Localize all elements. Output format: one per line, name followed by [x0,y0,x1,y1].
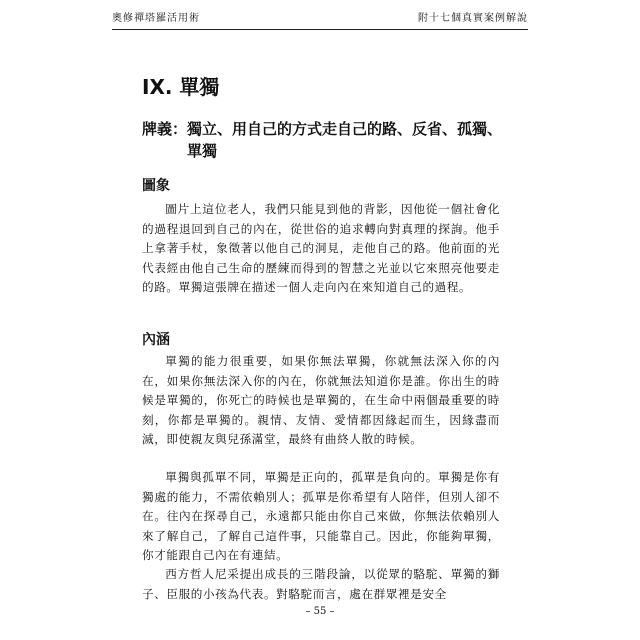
header-section-title: 附十七個真實案例解說 [418,13,528,24]
card-meaning-label: 牌義： [142,120,188,138]
section-heading-image: 圖象 [142,178,170,194]
card-meaning-text: 獨立、用自己的方式走自己的路、反省、孤獨、單獨 [187,120,503,160]
section-heading-meaning: 內涵 [142,332,170,348]
page-number: – 55 – [305,606,335,617]
running-header [112,12,528,30]
chapter-title: IX. 單獨 [142,75,220,99]
meaning-paragraph-2: 單獨與孤單不同，單獨是正向的，孤單是負向的。單獨是你有獨處的能力，不需依賴別人；孤單是你希望有人陪伴，但別人卻不在。往內在探尋自己，永遠都只能由你自己來做，你無法依賴別人來了解自己，了解自己這件事，只能靠自己。因此，你能夠單獨，你才能跟自己內在有連結。 [142,470,500,562]
meaning-paragraph-3: 西方哲人尼采提出成長的三階段論，以從眾的駱駝、單獨的獅子、臣服的小孩為代表。對駱駝而言，處在群眾裡是安全 [142,567,500,601]
card-meaning [142,118,512,162]
meaning-paragraph-1: 單獨的能力很重要，如果你無法單獨，你就無法深入你的內在，如果你無法深入你的內在，你就無法知道你是誰。你出生的時候是單獨的，你死亡的時候也是單獨的，在生命中兩個最重要的時刻，你都是單獨的。親情、友情、愛情都因緣起而生，因緣盡而滅，即使親友與兒孫滿堂，最終有曲終人散的時候。 [142,354,500,446]
image-paragraph: 圖片上這位老人，我們只能見到他的背影，因他從一個社會化的過程退回到自己的內在，從世俗的追求轉向對真理的探詢。他手上拿著手杖，象徵著以他自己的洞見，走他自己的路。他前面的光代表經由他自己生命的歷練而得到的智慧之光並以它來照亮他要走的路。單獨這張牌在描述一個人走向內在來知道自己的過程。 [142,202,500,294]
header-book-title: 奧修禪塔羅活用術 [112,13,200,24]
